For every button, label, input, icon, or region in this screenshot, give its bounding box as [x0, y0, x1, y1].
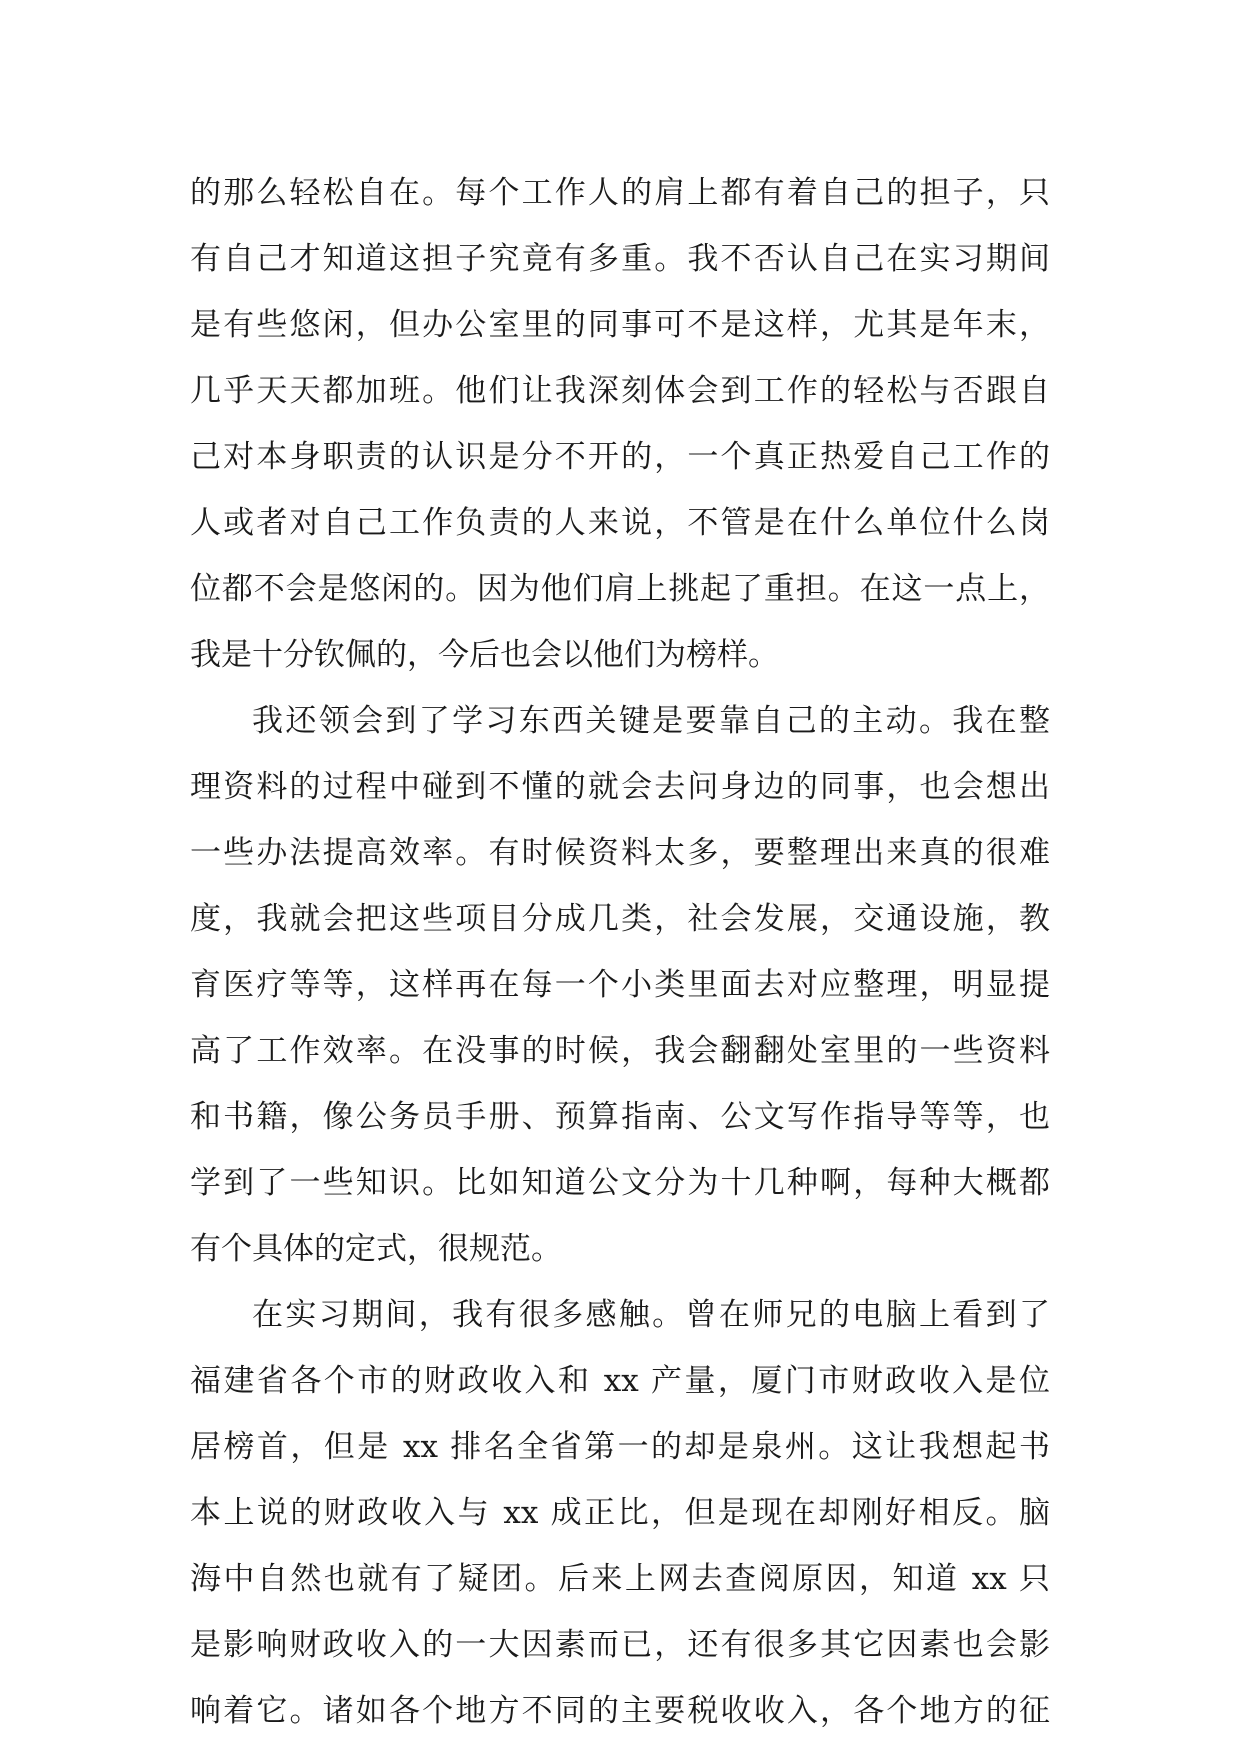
text-line: 高了工作效率。在没事的时候，我会翻翻处室里的一些资料: [190, 1033, 1050, 1069]
text-line: 居榜首，但是 xx 排名全省第一的却是泉州。这让我想起书: [190, 1429, 1050, 1465]
paragraph-2: [190, 688, 1050, 1282]
text-line: 是影响财政收入的一大因素而已，还有很多其它因素也会影: [190, 1627, 1050, 1663]
text-line: 人或者对自己工作负责的人来说，不管是在什么单位什么岗: [190, 505, 1050, 541]
text-line: 我还领会到了学习东西关键是要靠自己的主动。我在整: [252, 703, 1050, 739]
text-line: 福建省各个市的财政收入和 xx 产量，厦门市财政收入是位: [190, 1363, 1050, 1399]
text-line: 是有些悠闲，但办公室里的同事可不是这样，尤其是年末，: [190, 307, 1050, 343]
text-line: 理资料的过程中碰到不懂的就会去问身边的同事，也会想出: [190, 769, 1050, 805]
text-line: 度，我就会把这些项目分成几类，社会发展，交通设施，教: [190, 901, 1050, 937]
text-line: 本上说的财政收入与 xx 成正比，但是现在却刚好相反。脑: [190, 1495, 1050, 1531]
text-line: 一些办法提高效率。有时候资料太多，要整理出来真的很难: [190, 835, 1050, 871]
text-line: 位都不会是悠闲的。因为他们肩上挑起了重担。在这一点上，: [190, 571, 1050, 607]
paragraph-1: [190, 160, 1050, 688]
text-line: 响着它。诸如各个地方不同的主要税收收入，各个地方的征: [190, 1693, 1050, 1729]
text-line: 我是十分钦佩的，今后也会以他们为榜样。: [190, 637, 779, 673]
text-line: 己对本身职责的认识是分不开的，一个真正热爱自己工作的: [190, 439, 1050, 475]
text-line: 几乎天天都加班。他们让我深刻体会到工作的轻松与否跟自: [190, 373, 1050, 409]
text-line: 有自己才知道这担子究竟有多重。我不否认自己在实习期间: [190, 241, 1050, 277]
text-line: 在实习期间，我有很多感触。曾在师兄的电脑上看到了: [252, 1297, 1050, 1333]
text-line: 学到了一些知识。比如知道公文分为十几种啊，每种大概都: [190, 1165, 1050, 1201]
text-line: 和书籍，像公务员手册、预算指南、公文写作指导等等，也: [190, 1099, 1050, 1135]
text-line: 的那么轻松自在。每个工作人的肩上都有着自己的担子，只: [190, 175, 1050, 211]
paragraph-3: [190, 1282, 1050, 1744]
text-line: 有个具体的定式，很规范。: [190, 1231, 562, 1267]
document-body: [190, 160, 1050, 1744]
text-line: 育医疗等等，这样再在每一个小类里面去对应整理，明显提: [190, 967, 1050, 1003]
text-line: 海中自然也就有了疑团。后来上网去查阅原因，知道 xx 只: [190, 1561, 1050, 1597]
